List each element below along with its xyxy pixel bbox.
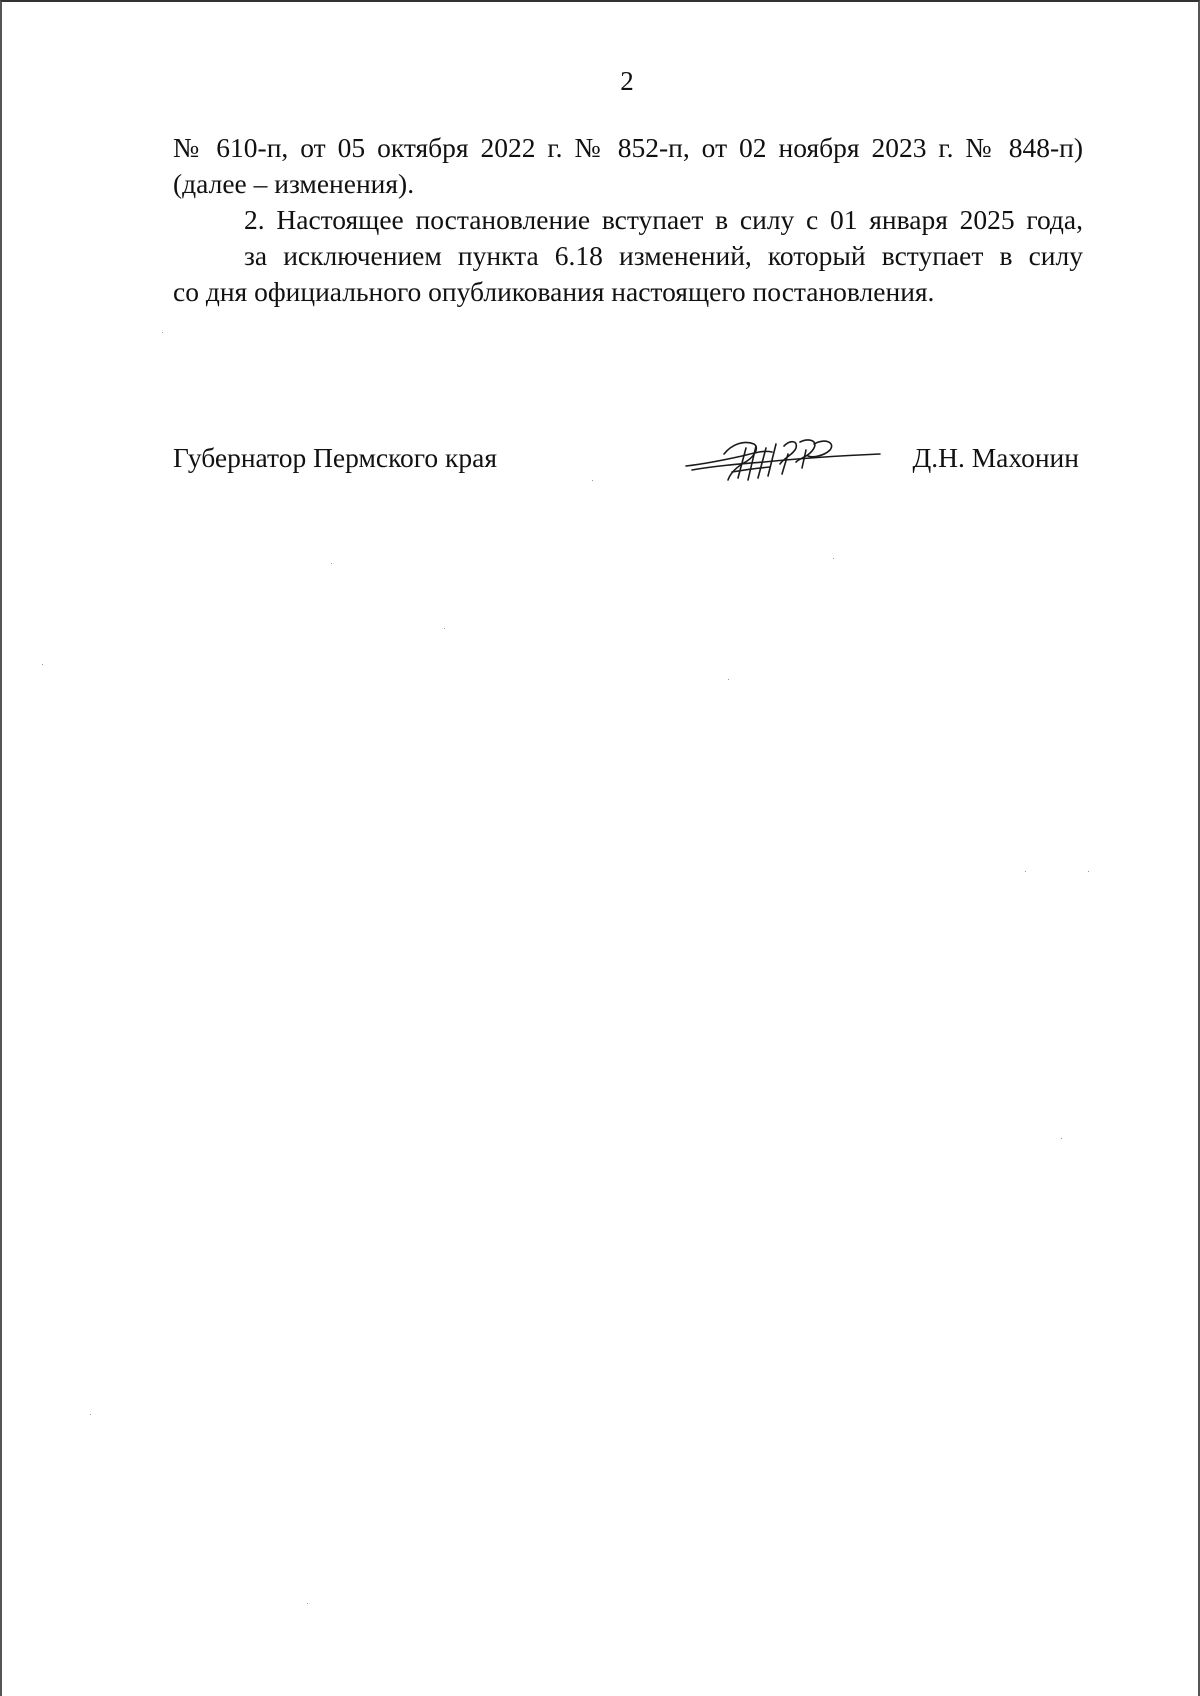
paragraph-1-line-1: № 610-п, от 05 октября 2022 г. № 852-п, от 02 ноября 2023 г. № 848-п)	[173, 132, 1083, 163]
scan-speck	[1088, 871, 1089, 872]
scan-speck	[331, 563, 332, 564]
document-body	[173, 130, 1083, 310]
paragraph-2	[173, 202, 1083, 310]
handwritten-signature-icon	[684, 434, 884, 486]
scan-speck	[833, 558, 834, 559]
scan-speck	[1025, 871, 1026, 872]
signatory-name: Д.Н. Махонин	[912, 442, 1079, 473]
scan-speck	[307, 1603, 308, 1604]
scan-speck	[1061, 1138, 1062, 1139]
scan-speck	[42, 664, 43, 665]
scan-speck	[162, 332, 163, 333]
page-number: 2	[620, 66, 634, 96]
scan-speck	[592, 480, 593, 481]
paragraph-2-line-2: за исключением пункта 6.18 изменений, который вступает в силу	[244, 240, 1083, 271]
paragraph-1-line-2: (далее – изменения).	[173, 168, 415, 199]
paragraph-1	[173, 130, 1083, 202]
signatory-title: Губернатор Пермского края	[173, 442, 497, 473]
signature-block	[173, 442, 1079, 482]
paragraph-2-line-3: со дня официального опубликования настоящего постановления.	[173, 276, 935, 307]
scan-speck	[728, 679, 729, 680]
scan-speck	[444, 628, 445, 629]
scan-speck	[90, 1414, 91, 1415]
paragraph-2-line-1: 2. Настоящее постановление вступает в силу с 01 января 2025 года,	[244, 204, 1083, 235]
